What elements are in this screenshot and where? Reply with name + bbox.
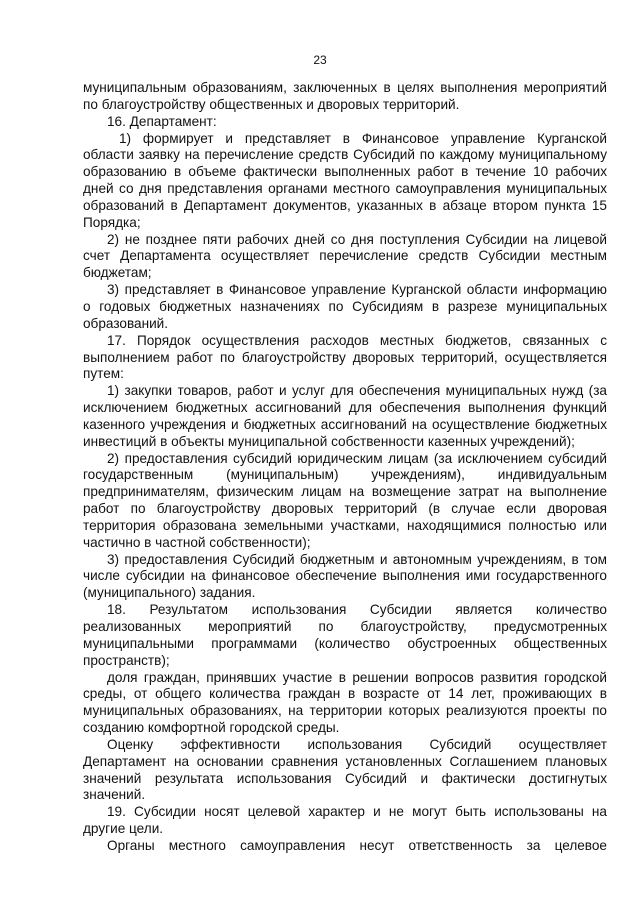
text-line: счет Департамента осуществляет перечисление средств Субсидии местным	[83, 248, 607, 264]
text-line: территория образована земельными участками, находящимися полностью или	[83, 517, 607, 533]
text-line: числе субсидии на финансовое обеспечение выполнения ими государственного	[83, 568, 607, 584]
text-line: значений результата использования Субсидий и фактически достигнутых	[83, 770, 607, 786]
text-line: 1) формирует и представляет в Финансовое управление Курганской	[119, 130, 607, 146]
text-line: образований.	[83, 315, 169, 331]
text-line: 1) закупки товаров, работ и услуг для обеспечения муниципальных нужд (за	[107, 383, 607, 399]
text-line: 16. Департамент:	[107, 113, 217, 129]
text-line: 2) не позднее пяти рабочих дней со дня поступления Субсидии на лицевой	[107, 231, 607, 247]
text-line: доля граждан, принявших участие в решении вопросов развития городской	[107, 669, 607, 685]
document-body	[83, 80, 607, 855]
text-line: созданию комфортной городской среды.	[83, 720, 340, 736]
text-line: Оценку эффективности использования Субсидий осуществляет	[107, 736, 607, 752]
text-line: 19. Субсидии носят целевой характер и не могут быть использованы на	[107, 804, 607, 820]
text-line: среды, от общего количества граждан в возрасте от 14 лет, проживающих в	[83, 686, 607, 702]
text-line: 18. Результатом использования Субсидии является количество	[107, 602, 607, 618]
text-line: Департамент на основании сравнения установленных Соглашением плановых	[83, 753, 607, 769]
text-line: значений.	[83, 787, 146, 803]
text-line: по благоустройству общественных и дворовых территорий.	[83, 96, 460, 112]
text-line: выполнением работ по благоустройству дворовых территорий, осуществляется	[83, 349, 607, 365]
text-line: Органы местного самоуправления несут ответственность за целевое	[107, 837, 607, 853]
text-line: области заявку на перечисление средств Субсидий по каждому муниципальному	[83, 147, 607, 163]
text-line: реализованных мероприятий по благоустройству, предусмотренных	[83, 619, 607, 634]
page-number: 23	[313, 53, 327, 67]
text-line: Порядка;	[83, 214, 141, 230]
text-line: муниципальным образованиям, заключенных в целях выполнения мероприятий	[83, 80, 607, 95]
text-line: предпринимателям, физическим лицам на возмещение затрат на выполнение	[83, 484, 607, 500]
text-line: путем:	[83, 366, 124, 382]
text-line: инвестиций в объекты муниципальной собственности казенных учреждений);	[83, 433, 575, 449]
text-line: образованию в объеме фактически выполненных работ в течение 10 рабочих	[83, 164, 607, 180]
text-line: 2) предоставления субсидий юридическим лицам (за исключением субсидий	[107, 450, 607, 466]
text-line: казенного учреждения и бюджетных ассигнований на осуществление бюджетных	[83, 416, 607, 432]
text-line: 3) представляет в Финансовое управление Курганской области информацию	[107, 282, 607, 298]
text-line: образований в Департамент документов, указанных в абзаце втором пункта 15	[83, 197, 607, 213]
text-line: работ по благоустройству дворовых территорий (в случае если дворовая	[83, 501, 607, 517]
text-line: пространств);	[83, 652, 170, 668]
text-line: 17. Порядок осуществления расходов местных бюджетов, связанных с	[107, 332, 607, 348]
text-line: исключением бюджетных ассигнований для обеспечения выполнения функций	[83, 400, 607, 416]
text-line: о годовых бюджетных назначениях по Субсидиям в разрезе муниципальных	[83, 298, 607, 314]
text-line: бюджетам;	[83, 265, 152, 281]
text-line: 3) предоставления Субсидий бюджетным и автономным учреждениям, в том	[107, 551, 607, 567]
text-line: частично в частной собственности);	[83, 534, 311, 550]
text-line: (муниципального) задания.	[83, 585, 256, 601]
text-line: другие цели.	[83, 821, 164, 837]
text-line: дней со дня представления органами местного самоуправления муниципальных	[83, 181, 607, 197]
text-line: государственным (муниципальным) учреждениям), индивидуальным	[83, 467, 607, 483]
text-line: муниципальными программами (количество обустроенных общественных	[83, 635, 607, 651]
text-line: муниципальных образованиях, на территории которых реализуются проекты по	[83, 703, 607, 719]
